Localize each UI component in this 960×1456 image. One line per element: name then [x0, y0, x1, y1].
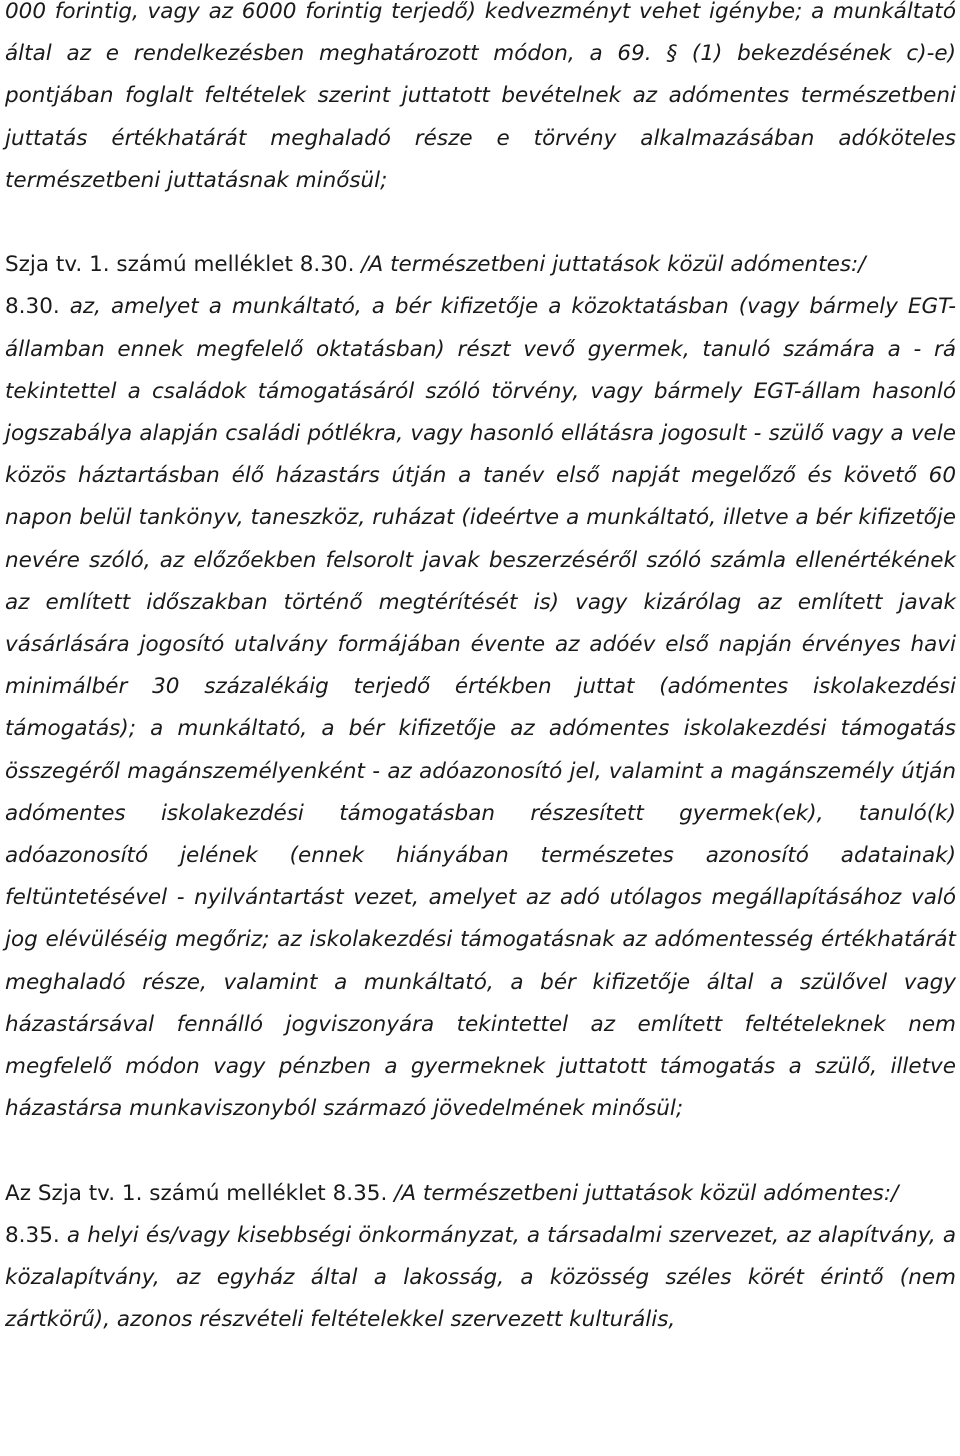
paragraph-text: az, amelyet a munkáltató, a bér kifizetője a közoktatásban (vagy bármely EGT-államban ennek megfelelő oktatásban) részt vevő gyermek, tanuló számára a - rá tekintettel a családok támogatásáról szóló törvény, vagy bármely EGT-állam hasonló jogszabálya alapján családi pótlékra, vagy hasonló ellátásra jogosult - szülő vagy a vele közös háztartásban élő házastárs útján a tanév első napját megelőző és követő 60 napon belül tankönyv, taneszköz, ruházat (ideértve a munkáltató, illetve a bér kifizetője nevére szóló, az előzőekben felsorolt javak beszerzéséről szóló számla ellenértékének az említett időszakban történő megtérítését is) vagy kizárólag az említett javak vásárlására jogosító utalvány formájában évente az adóév első napján érvényes havi minimálbér 30 százalékáig terjedő értékben juttat (adómentes iskolakezdési támogatás); a munkáltató, a bér kifizetője az adómentes iskolakezdési támogatás összegéről magánszemélyenként - az adóazonosító jel, valamint a magánszemély útján adómentes iskolakezdési támogatásban részesített gyermek(ek), tanuló(k) adóazonosító jelének (ennek hiányában természetes azonosító adatainak) feltüntetésével - nyilvántartást vezet, amelyet az adó utólagos megállapításához való jog elévüléséig megőriz; az iskolakezdési támogatásnak az adómentesség értékhatárát meghaladó része, valamint a munkáltató, a bér kifizetője által a szülővel vagy házastársával fennálló jogviszonyára tekintettel az említett feltételeknek nem megfelelő módon vagy pénzben a gyermeknek juttatott támogatás a szülő, illetve házastársa munkaviszonyból származó jövedelmének minősül;	[5, 294, 956, 1122]
heading-reference: Szja tv. 1. számú melléklet 8.30.	[5, 252, 355, 278]
document-body	[5, 0, 956, 1341]
paragraph-number: 8.30.	[5, 294, 60, 320]
heading-reference: Az Szja tv. 1. számú melléklet 8.35.	[5, 1180, 388, 1206]
paragraph-continuation: 000 forintig, vagy az 6000 forintig terjedő) kedvezményt vehet igénybe; a munkáltató által az e rendelkezésben meghatározott módon, a 69. § (1) bekezdésének c)-e) pontjában foglalt feltételek szerint juttatott bevételnek az adómentes természetbeni juttatás értékhatárát meghaladó része e törvény alkalmazásában adóköteles természetbeni juttatásnak minősül;	[5, 0, 956, 193]
paragraph-number: 8.35.	[5, 1222, 60, 1248]
section-heading-8-35	[5, 1173, 956, 1215]
heading-subtitle: /A természetbeni juttatások közül adómentes:/	[361, 252, 866, 278]
spacer	[5, 1130, 956, 1172]
heading-subtitle: /A természetbeni juttatások közül adómentes:/	[394, 1180, 899, 1206]
section-heading-8-30	[5, 244, 956, 286]
paragraph-text: a helyi és/vagy kisebbségi önkormányzat, a társadalmi szervezet, az alapítvány, a közalapítvány, az egyház által a lakosság, a közösség széles körét érintő (nem zártkörű), azonos részvételi feltételekkel szervezett kulturális,	[5, 1222, 956, 1333]
spacer	[5, 202, 956, 244]
paragraph-8-30	[5, 286, 956, 1130]
paragraph-8-35	[5, 1215, 956, 1342]
